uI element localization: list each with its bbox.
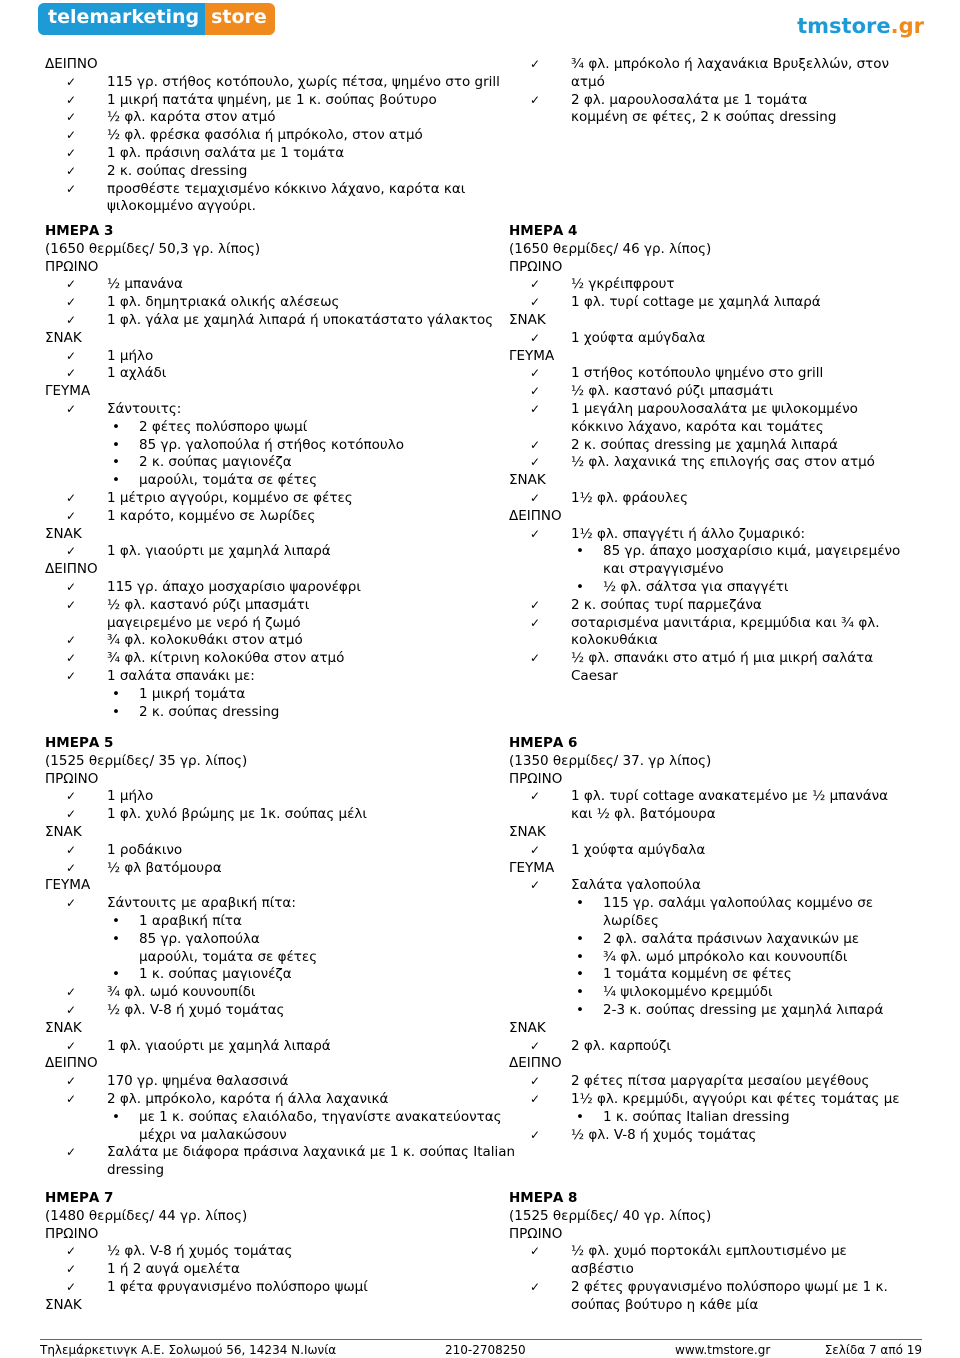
bullet-icon: • <box>112 418 120 435</box>
meal-heading: ΣΝΑΚ <box>45 1296 82 1313</box>
menu-item: ✓ 1 φέτα φρυγανισμένο πολύσπορο ψωμί <box>66 1278 368 1295</box>
meal-heading: ΠΡΩΙΝΟ <box>45 770 99 787</box>
menu-item: ✓ ½ φλ. V-8 ή χυμός τομάτας <box>530 1126 757 1143</box>
check-icon: ✓ <box>530 490 541 505</box>
sub-item: • 1 κ. σούπας Italian dressing <box>576 1108 790 1125</box>
menu-item-continued: κολοκυθάκια <box>571 632 658 649</box>
footer-company: Τηλεμάρκετινγκ Α.Ε. Σολωμού 56, 14234 Ν.Ιωνία <box>40 1343 337 1357</box>
bullet-icon: • <box>576 578 584 595</box>
day-calories: (1350 θερμίδες/ 37. γρ λίπος) <box>509 752 712 769</box>
menu-item-continued: ατμό <box>571 73 605 90</box>
check-icon: ✓ <box>66 348 77 363</box>
meal-heading: ΣΝΑΚ <box>45 525 82 542</box>
menu-item: ✓ 1 μεγάλη μαρουλοσαλάτα με ψιλοκομμένο <box>530 400 858 417</box>
menu-item-continued: κομμένη σε φέτες, 2 κ σούπας dressing <box>571 109 837 126</box>
check-icon: ✓ <box>66 1262 77 1277</box>
menu-item-continued: Caesar <box>571 667 618 684</box>
menu-item: ✓ 1 φλ. χυλό βρώμης με 1κ. σούπας μέλι <box>66 806 367 823</box>
menu-item: ✓ 1 στήθος κοτόπουλο ψημένο στο grill <box>530 365 824 382</box>
meal-heading: ΠΡΩΙΝΟ <box>45 1225 99 1242</box>
menu-item: ✓ ½ φλ. λαχανικά της επιλογής σας στον ατμό <box>530 454 875 471</box>
day-heading: ΗΜΕΡΑ 7 <box>45 1190 114 1206</box>
check-icon: ✓ <box>530 57 541 71</box>
menu-item: ✓ 1 φλ. γιαούρτι με χαμηλά λιπαρά <box>66 543 331 560</box>
menu-item: ✓ ½ φλ. φρέσκα φασόλια ή μπρόκολο, στον ατμό <box>66 127 423 144</box>
footer-page-number: Σελίδα 7 από 19 <box>824 1343 922 1357</box>
bullet-icon: • <box>112 1108 120 1125</box>
right-intro-block <box>509 56 949 127</box>
meal-heading: ΔΕΙΠΝΟ <box>509 1055 562 1072</box>
check-icon: ✓ <box>66 633 77 648</box>
bullet-icon: • <box>576 543 584 560</box>
bullet-icon: • <box>112 966 120 983</box>
sub-item-continued: μέχρι να μαλακώσουν <box>139 1126 287 1143</box>
check-icon: ✓ <box>66 544 77 559</box>
menu-item: ✓ 1 φλ. πράσινη σαλάτα με 1 τομάτα <box>66 144 345 161</box>
page-header <box>0 0 960 48</box>
menu-item: ✓ Σαλάτα γαλοπούλα <box>530 877 701 894</box>
meal-heading: ΣΝΑΚ <box>45 1019 82 1036</box>
check-icon: ✓ <box>530 330 541 345</box>
day-heading: ΗΜΕΡΑ 8 <box>509 1190 578 1206</box>
menu-item: ✓ 1 φλ. γιαούρτι με χαμηλά λιπαρά <box>66 1037 331 1054</box>
check-icon: ✓ <box>530 1038 541 1053</box>
sub-item-continued: μαρούλι, τομάτα σε φέτες <box>139 948 318 965</box>
bullet-icon: • <box>576 948 584 965</box>
meal-heading: ΓΕΥΜΑ <box>45 383 91 400</box>
menu-item: ✓ προσθέστε τεμαχισμένο κόκκινο λάχανο, καρότα και <box>66 180 466 197</box>
check-icon: ✓ <box>66 1091 77 1106</box>
day-calories: (1480 θερμίδες/ 44 γρ. λίπος) <box>45 1207 248 1224</box>
menu-item: ✓ Σάντουιτς: <box>66 400 182 417</box>
left-intro-block <box>45 56 500 216</box>
sub-item: • 85 γρ. άπαχο μοσχαρίσιο κιμά, μαγειρεμένο <box>576 543 901 560</box>
check-icon: ✓ <box>530 1279 541 1294</box>
bullet-icon: • <box>112 685 120 702</box>
menu-item-continued: ασβέστιο <box>571 1261 634 1278</box>
bullet-icon: • <box>576 966 584 983</box>
check-icon: ✓ <box>66 1279 77 1294</box>
day-heading: ΗΜΕΡΑ 3 <box>45 223 114 239</box>
menu-item: ✓ ½ φλ. καρότα στον ατμό <box>66 109 276 126</box>
logo-site-tld: .gr <box>890 14 924 38</box>
telemarketing-store-logo <box>38 3 275 35</box>
menu-item: ✓ ½ μπανάνα <box>66 276 183 293</box>
day-heading: ΗΜΕΡΑ 5 <box>45 735 114 751</box>
day-8-block <box>509 1190 949 1315</box>
menu-item: ✓ 1 μήλο <box>66 788 154 805</box>
bullet-icon: • <box>576 984 584 1001</box>
check-icon: ✓ <box>66 668 77 683</box>
menu-item: ✓ σοταρισμένα μανιτάρια, κρεμμύδια και ¾ φλ. <box>530 614 880 631</box>
check-icon: ✓ <box>66 651 77 666</box>
bullet-icon: • <box>112 930 120 947</box>
check-icon: ✓ <box>66 789 77 804</box>
sub-item: • 1 αραβική πίτα <box>112 912 242 929</box>
sub-item: • 2 κ. σούπας μαγιονέζα <box>112 454 292 471</box>
sub-item: • με 1 κ. σούπας ελαιόλαδο, τηγανίστε ανακατεύοντας <box>112 1108 502 1125</box>
menu-item: ✓ ½ φλ. χυμό πορτοκάλι εμπλουτισμένο με <box>530 1243 847 1260</box>
bullet-icon: • <box>112 912 120 929</box>
sub-item: • 1 τομάτα κομμένη σε φέτες <box>576 966 792 983</box>
sub-item: • 85 γρ. γαλοπούλα ή στήθος κοτόπουλο <box>112 436 404 453</box>
check-icon: ✓ <box>66 579 77 594</box>
check-icon: ✓ <box>66 181 77 196</box>
sub-item: • ¼ ψιλοκομμένο κρεμμύδι <box>576 984 773 1001</box>
sub-item: • ¾ φλ. ωμό μπρόκολο και κουνουπίδι <box>576 948 848 965</box>
menu-item-continued: σούπας βούτυρο η κάθε μία <box>571 1296 759 1313</box>
check-icon: ✓ <box>66 842 77 857</box>
day-3-block <box>45 223 494 721</box>
logo-part-store: store <box>205 3 275 35</box>
day-6-block <box>509 735 949 1144</box>
check-icon: ✓ <box>530 295 541 310</box>
day-calories: (1650 θερμίδες/ 50,3 γρ. λίπος) <box>45 240 261 257</box>
day-heading: ΗΜΕΡΑ 4 <box>509 223 578 239</box>
menu-item: ✓ Σαλάτα με διάφορα πράσινα λαχανικά με 1 κ. σούπας Italian <box>66 1144 516 1161</box>
menu-item-continued: κόκκινο λάχανο, καρότα και τομάτες <box>571 418 824 435</box>
menu-item: ✓ 1 φλ. δημητριακά ολικής αλέσεως <box>66 294 340 311</box>
menu-item: ✓ 1½ φλ. φράουλες <box>530 489 689 506</box>
menu-item: ✓ ¾ φλ. κίτρινη κολοκύθα στον ατμό <box>66 650 345 667</box>
check-icon: ✓ <box>530 1091 541 1106</box>
bullet-icon: • <box>576 1108 584 1125</box>
meal-heading: ΣΝΑΚ <box>45 823 82 840</box>
check-icon: ✓ <box>66 597 77 612</box>
check-icon: ✓ <box>66 74 77 89</box>
day-calories: (1525 θερμίδες/ 40 γρ. λίπος) <box>509 1207 712 1224</box>
check-icon: ✓ <box>66 110 77 125</box>
check-icon: ✓ <box>530 789 541 804</box>
menu-item: ✓ 1 φλ. τυρί cottage ανακατεμένο με ½ μπανάνα <box>530 788 889 805</box>
menu-item: ✓ ½ φλ. σπανάκι στο ατμό ή μια μικρή σαλάτα <box>530 650 874 667</box>
day-calories: (1650 θερμίδες/ 46 γρ. λίπος) <box>509 240 712 257</box>
check-icon: ✓ <box>66 1002 77 1017</box>
check-icon: ✓ <box>66 1074 77 1089</box>
menu-item: ✓ 1 αχλάδι <box>66 365 167 382</box>
meal-heading: ΠΡΩΙΝΟ <box>45 258 99 275</box>
menu-item: ✓ 1 μήλο <box>66 347 154 364</box>
check-icon: ✓ <box>530 651 541 666</box>
sub-item: • 115 γρ. σαλάμι γαλοπούλας κομμένο σε <box>576 895 874 912</box>
menu-item: ✓ ½ γκρέιπφρουτ <box>530 276 675 293</box>
sub-item: • 85 γρ. γαλοπούλα <box>112 930 260 947</box>
menu-item: ✓ 115 γρ. άπαχο μοσχαρίσιο ψαρονέφρι <box>66 578 361 595</box>
menu-item: ✓ Σάντουιτς με αραβική πίτα: <box>66 895 296 912</box>
menu-item: ✓ 1½ φλ. σπαγγέτι ή άλλο ζυμαρικό: <box>530 525 806 542</box>
check-icon: ✓ <box>66 860 77 875</box>
menu-item: ✓ 1 ροδάκινο <box>66 841 183 858</box>
menu-item: ✓ ½ φλ. καστανό ρύζι μπασμάτι <box>530 383 774 400</box>
meal-heading: ΣΝΑΚ <box>509 1019 546 1036</box>
bullet-icon: • <box>112 436 120 453</box>
menu-item: ✓ 1 χούφτα αμύγδαλα <box>530 329 706 346</box>
check-icon: ✓ <box>530 437 541 452</box>
check-icon: ✓ <box>66 295 77 310</box>
menu-item: ✓ ¾ φλ. κολοκυθάκι στον ατμό <box>66 632 303 649</box>
meal-heading: ΣΝΑΚ <box>45 329 82 346</box>
check-icon: ✓ <box>530 615 541 630</box>
meal-heading: ΔΕΙΠΝΟ <box>509 507 562 524</box>
check-icon: ✓ <box>66 128 77 143</box>
menu-item: ✓ ¾ φλ. ωμό κουνουπίδι <box>66 984 256 1001</box>
sub-item: • 1 μικρή τομάτα <box>112 685 246 702</box>
menu-item-continued: ψιλοκομμένο αγγούρι. <box>107 198 256 215</box>
meal-heading: ΣΝΑΚ <box>509 311 546 328</box>
menu-item: ✓ ¾ φλ. μπρόκολο ή λαχανάκια Βρυξελλών, στον <box>530 56 890 72</box>
day-5-block <box>45 735 516 1180</box>
check-icon: ✓ <box>530 366 541 381</box>
check-icon: ✓ <box>530 1127 541 1142</box>
menu-item: ✓ 170 γρ. ψημένα θαλασσινά <box>66 1073 289 1090</box>
menu-item: ✓ 1 σαλάτα σπανάκι με: <box>66 667 255 684</box>
check-icon: ✓ <box>530 597 541 612</box>
menu-item-continued: dressing <box>107 1162 165 1179</box>
page-footer <box>40 1339 922 1358</box>
check-icon: ✓ <box>66 807 77 822</box>
bullet-icon: • <box>112 703 120 720</box>
check-icon: ✓ <box>530 92 541 107</box>
day-heading: ΗΜΕΡΑ 6 <box>509 735 578 751</box>
check-icon: ✓ <box>530 1244 541 1259</box>
check-icon: ✓ <box>66 163 77 178</box>
sub-item-continued: και στραγγισμένο <box>603 561 724 578</box>
menu-item: ✓ 2 φλ. καρπούζι <box>530 1037 671 1054</box>
meal-heading: ΠΡΩΙΝΟ <box>509 258 563 275</box>
logo-part-telemarketing: telemarketing <box>38 3 205 35</box>
meal-heading: ΠΡΩΙΝΟ <box>509 770 563 787</box>
bullet-icon: • <box>576 930 584 947</box>
meal-heading: ΓΕΥΜΑ <box>45 877 91 894</box>
menu-item: ✓ ½ φλ. V-8 ή χυμός τομάτας <box>66 1243 293 1260</box>
check-icon: ✓ <box>66 490 77 505</box>
check-icon: ✓ <box>530 455 541 470</box>
meal-heading: ΔΕΙΠΝΟ <box>45 561 98 578</box>
sub-item: • ½ φλ. σάλτσα για σπαγγέτι <box>576 578 789 595</box>
check-icon: ✓ <box>66 896 77 911</box>
meal-heading: ΣΝΑΚ <box>509 472 546 489</box>
menu-item: ✓ 1 φλ. τυρί cottage με χαμηλά λιπαρά <box>530 294 821 311</box>
menu-item: ✓ 2 φλ. μαρουλοσαλάτα με 1 τομάτα <box>530 91 808 108</box>
menu-item: ✓ ½ φλ. V-8 ή χυμό τομάτας <box>66 1001 285 1018</box>
meal-heading: ΓΕΥΜΑ <box>509 347 555 364</box>
menu-item: ✓ 1 ή 2 αυγά ομελέτα <box>66 1261 240 1278</box>
check-icon: ✓ <box>66 985 77 1000</box>
day-calories: (1525 θερμίδες/ 35 γρ. λίπος) <box>45 752 248 769</box>
menu-item: ✓ 1 καρότο, κομμένο σε λωρίδες <box>66 507 316 524</box>
sub-item: • 2 φλ. σαλάτα πράσινων λαχανικών με <box>576 930 860 947</box>
meal-heading: ΠΡΩΙΝΟ <box>509 1225 563 1242</box>
menu-item: ✓ 2 κ. σούπας dressing <box>66 162 248 179</box>
menu-item: ✓ 2 κ. σούπας dressing με χαμηλά λιπαρά <box>530 436 838 453</box>
footer-phone: 210-2708250 <box>445 1343 526 1357</box>
check-icon: ✓ <box>530 1074 541 1089</box>
menu-item: ✓ ½ φλ. καστανό ρύζι μπασμάτι <box>66 596 310 613</box>
check-icon: ✓ <box>66 366 77 381</box>
menu-item: ✓ 115 γρ. στήθος κοτόπουλο, χωρίς πέτσα, ψημένο στο grill <box>66 73 500 90</box>
check-icon: ✓ <box>66 145 77 160</box>
menu-item: ✓ 2 φλ. μπρόκολο, καρότα ή άλλα λαχανικά <box>66 1090 389 1107</box>
sub-item-continued: λωρίδες <box>603 912 659 929</box>
footer-website[interactable]: www.tmstore.gr <box>675 1343 771 1357</box>
tmstore-logo <box>797 14 924 38</box>
check-icon: ✓ <box>530 526 541 541</box>
meal-heading: ΓΕΥΜΑ <box>509 859 555 876</box>
meal-heading: ΔΕΙΠΝΟ <box>45 1055 98 1072</box>
meal-heading: ΔΕΙΠΝΟ <box>45 56 98 72</box>
check-icon: ✓ <box>530 842 541 857</box>
menu-item: ✓ 2 φέτες φρυγανισμένο πολύσπορο ψωμί με 1 κ. <box>530 1278 888 1295</box>
check-icon: ✓ <box>66 1244 77 1259</box>
sub-item: • 2-3 κ. σούπας dressing με χαμηλά λιπαρά <box>576 1001 884 1018</box>
menu-item: ✓ 1 μέτριο αγγούρι, κομμένο σε φέτες <box>66 489 353 506</box>
check-icon: ✓ <box>530 878 541 893</box>
meal-heading: ΣΝΑΚ <box>509 823 546 840</box>
day-7-block <box>45 1190 485 1315</box>
menu-item: ✓ 1 μικρή πατάτα ψημένη, με 1 κ. σούπας βούτυρο <box>66 91 437 108</box>
menu-item-continued: μαγειρεμένο με νερό ή ζωμό <box>107 614 301 631</box>
check-icon: ✓ <box>530 401 541 416</box>
check-icon: ✓ <box>66 277 77 292</box>
menu-item: ✓ 2 κ. σούπας τυρί παρμεζάνα <box>530 596 762 613</box>
menu-item: ✓ 1 χούφτα αμύγδαλα <box>530 841 706 858</box>
menu-item: ✓ 2 φέτες πίτσα μαργαρίτα μεσαίου μεγέθους <box>530 1073 870 1090</box>
sub-item: • 2 φέτες πολύσπορο ψωμί <box>112 418 308 435</box>
check-icon: ✓ <box>66 1145 77 1160</box>
menu-item-continued: και ½ φλ. βατόμουρα <box>571 806 716 823</box>
bullet-icon: • <box>112 454 120 471</box>
check-icon: ✓ <box>66 92 77 107</box>
check-icon: ✓ <box>530 277 541 292</box>
menu-item: ✓ ½ φλ βατόμουρα <box>66 859 222 876</box>
sub-item: • μαρούλι, τομάτα σε φέτες <box>112 472 318 489</box>
bullet-icon: • <box>576 895 584 912</box>
check-icon: ✓ <box>66 1038 77 1053</box>
check-icon: ✓ <box>66 401 77 416</box>
bullet-icon: • <box>112 472 120 489</box>
sub-item: • 2 κ. σούπας dressing <box>112 703 280 720</box>
day-4-block <box>509 223 949 686</box>
check-icon: ✓ <box>66 312 77 327</box>
check-icon: ✓ <box>66 508 77 523</box>
logo-site-name: tmstore <box>797 14 891 38</box>
bullet-icon: • <box>576 1001 584 1018</box>
sub-item: • 1 κ. σούπας μαγιονέζα <box>112 966 292 983</box>
check-icon: ✓ <box>530 384 541 399</box>
menu-item: ✓ 1½ φλ. κρεμμύδι, αγγούρι και φέτες τομάτας με <box>530 1090 900 1107</box>
menu-item: ✓ 1 φλ. γάλα με χαμηλά λιπαρά ή υποκατάστατο γάλακτος <box>66 311 494 328</box>
